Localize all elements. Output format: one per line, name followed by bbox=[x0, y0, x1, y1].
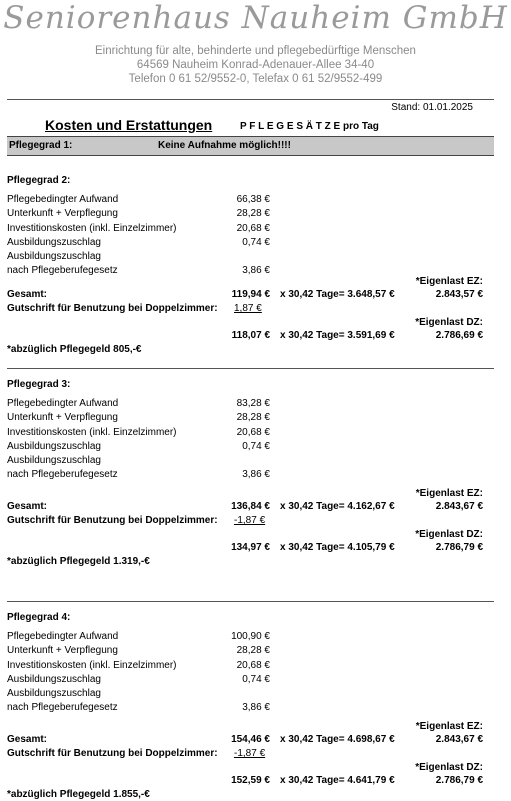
pg4-ez-label: *Eigenlast EZ: bbox=[415, 721, 483, 732]
pg3-ausb2-label-b: nach Pflegeberufegesetz bbox=[7, 469, 118, 480]
pflegegrad-1-label: Pflegegrad 1: bbox=[9, 140, 73, 151]
pg4-invest-label: Investitionskosten (inkl. Einzelzimmer) bbox=[7, 660, 177, 671]
pg4-invest-value: 20,68 € bbox=[236, 660, 270, 671]
pg3-ez-value: 2.843,67 € bbox=[435, 501, 483, 512]
pg3-gesamt-label: Gesamt: bbox=[7, 501, 48, 512]
pg3-title: Pflegegrad 3: bbox=[7, 379, 71, 390]
pg3-pflegegeld-note: *abzüglich Pflegegeld 1.319,-€ bbox=[7, 556, 150, 567]
pg4-gesamt-value: 154,46 € bbox=[231, 734, 270, 745]
pg3-ausb2-value: 3,86 € bbox=[242, 469, 270, 480]
pg2-ez-label: *Eigenlast EZ: bbox=[415, 276, 483, 287]
address-line-2: 64569 Nauheim Konrad-Adenauer-Allee 34-40 bbox=[136, 59, 375, 71]
pg3-dz-sum: 134,97 € bbox=[231, 542, 270, 553]
section-divider bbox=[7, 601, 494, 602]
pg4-dz-label: *Eigenlast DZ: bbox=[415, 762, 483, 773]
pg4-ausb1-value: 0,74 € bbox=[242, 674, 270, 685]
pg2-ausb2-value: 3,86 € bbox=[242, 265, 270, 276]
address-line-1: Einrichtung für alte, behinderte und pflegebedürftige Menschen bbox=[95, 45, 416, 57]
pg4-ausb2-label-b: nach Pflegeberufegesetz bbox=[7, 702, 118, 713]
pg4-ausb2-label-a: Ausbildungszuschlag bbox=[7, 688, 101, 699]
pg2-dz-label: *Eigenlast DZ: bbox=[415, 317, 483, 328]
header-rule bbox=[7, 99, 494, 100]
pg4-unterkunft-value: 28,28 € bbox=[236, 645, 270, 656]
pg3-aufwand-value: 83,28 € bbox=[236, 398, 270, 409]
pg2-invest-label: Investitionskosten (inkl. Einzelzimmer) bbox=[7, 223, 177, 234]
pg4-gesamt-calc: x 30,42 Tage= 4.698,67 € bbox=[280, 734, 395, 745]
logo: Seniorenhaus Nauheim GmbH bbox=[3, 0, 508, 36]
pflegegrad-1-note: Keine Aufnahme möglich!!!! bbox=[158, 140, 291, 151]
pg4-unterkunft-label: Unterkunft + Verpflegung bbox=[7, 645, 118, 656]
pg2-gesamt-label: Gesamt: bbox=[7, 289, 48, 300]
pg2-gutschrift-value: 1,87 € bbox=[234, 303, 262, 314]
pg2-dz-value: 2.786,69 € bbox=[435, 330, 483, 341]
pg2-aufwand-value: 66,38 € bbox=[236, 194, 270, 205]
pg2-unterkunft-label: Unterkunft + Verpflegung bbox=[7, 208, 118, 219]
pg4-aufwand-label: Pflegebedingter Aufwand bbox=[7, 631, 119, 642]
section-divider bbox=[7, 368, 494, 369]
pg3-aufwand-label: Pflegebedingter Aufwand bbox=[7, 398, 119, 409]
pg4-ez-value: 2.843,67 € bbox=[435, 734, 483, 745]
pg2-ausb1-label: Ausbildungszuschlag bbox=[7, 237, 101, 248]
pg4-title: Pflegegrad 4: bbox=[7, 612, 71, 623]
address-line-3: Telefon 0 61 52/9552-0, Telefax 0 61 52/9552-499 bbox=[128, 73, 383, 85]
pg3-unterkunft-label: Unterkunft + Verpflegung bbox=[7, 412, 118, 423]
page-subtitle: P F L E G E S Ä T Z E pro Tag bbox=[240, 121, 379, 132]
pg3-ausb1-label: Ausbildungszuschlag bbox=[7, 441, 101, 452]
pg3-ez-label: *Eigenlast EZ: bbox=[415, 488, 483, 499]
pg2-title: Pflegegrad 2: bbox=[7, 175, 71, 186]
pg4-gutschrift-label: Gutschrift für Benutzung bei Doppelzimmer: bbox=[7, 748, 218, 759]
pg3-gutschrift-label: Gutschrift für Benutzung bei Doppelzimmer: bbox=[7, 515, 218, 526]
pg4-aufwand-value: 100,90 € bbox=[231, 631, 270, 642]
pg3-gesamt-value: 136,84 € bbox=[231, 501, 270, 512]
pg4-ausb2-value: 3,86 € bbox=[242, 702, 270, 713]
pg4-gesamt-label: Gesamt: bbox=[7, 734, 48, 745]
pg3-ausb2-label-a: Ausbildungszuschlag bbox=[7, 455, 101, 466]
pg2-ausb1-value: 0,74 € bbox=[242, 237, 270, 248]
pg4-dz-sum: 152,59 € bbox=[231, 775, 270, 786]
pg2-gutschrift-label: Gutschrift für Benutzung bei Doppelzimmer: bbox=[7, 303, 218, 314]
pg2-ez-value: 2.843,57 € bbox=[435, 289, 483, 300]
pg3-unterkunft-value: 28,28 € bbox=[236, 412, 270, 423]
pg3-ausb1-value: 0,74 € bbox=[242, 441, 270, 452]
pg3-invest-label: Investitionskosten (inkl. Einzelzimmer) bbox=[7, 427, 177, 438]
pg2-gesamt-value: 119,94 € bbox=[231, 289, 270, 300]
pg4-gutschrift-value: -1,87 € bbox=[234, 748, 266, 759]
pg3-dz-value: 2.786,79 € bbox=[435, 542, 483, 553]
pg2-gesamt-calc: x 30,42 Tage= 3.648,57 € bbox=[280, 289, 395, 300]
pg2-aufwand-label: Pflegebedingter Aufwand bbox=[7, 194, 119, 205]
pg2-ausb2-label-a: Ausbildungszuschlag bbox=[7, 251, 101, 262]
pg4-dz-value: 2.786,79 € bbox=[435, 775, 483, 786]
stand-date: Stand: 01.01.2025 bbox=[391, 102, 473, 113]
pg2-unterkunft-value: 28,28 € bbox=[236, 208, 270, 219]
pg3-dz-label: *Eigenlast DZ: bbox=[415, 529, 483, 540]
pg2-invest-value: 20,68 € bbox=[236, 223, 270, 234]
pg2-ausb2-label-b: nach Pflegeberufegesetz bbox=[7, 265, 118, 276]
pg3-invest-value: 20,68 € bbox=[236, 427, 270, 438]
pg2-dz-sum: 118,07 € bbox=[231, 330, 270, 341]
pg3-gutschrift-value: -1,87 € bbox=[234, 515, 266, 526]
page-title: Kosten und Erstattungen bbox=[45, 117, 213, 133]
pg2-dz-calc: x 30,42 Tage= 3.591,69 € bbox=[280, 330, 395, 341]
pg4-ausb1-label: Ausbildungszuschlag bbox=[7, 674, 101, 685]
pg4-pflegegeld-note: *abzüglich Pflegegeld 1.855,-€ bbox=[7, 789, 150, 800]
pg3-dz-calc: x 30,42 Tage= 4.105,79 € bbox=[280, 542, 395, 553]
pg4-dz-calc: x 30,42 Tage= 4.641,79 € bbox=[280, 775, 395, 786]
pg3-gesamt-calc: x 30,42 Tage= 4.162,67 € bbox=[280, 501, 395, 512]
pg2-pflegegeld-note: *abzüglich Pflegegeld 805,-€ bbox=[7, 344, 142, 355]
